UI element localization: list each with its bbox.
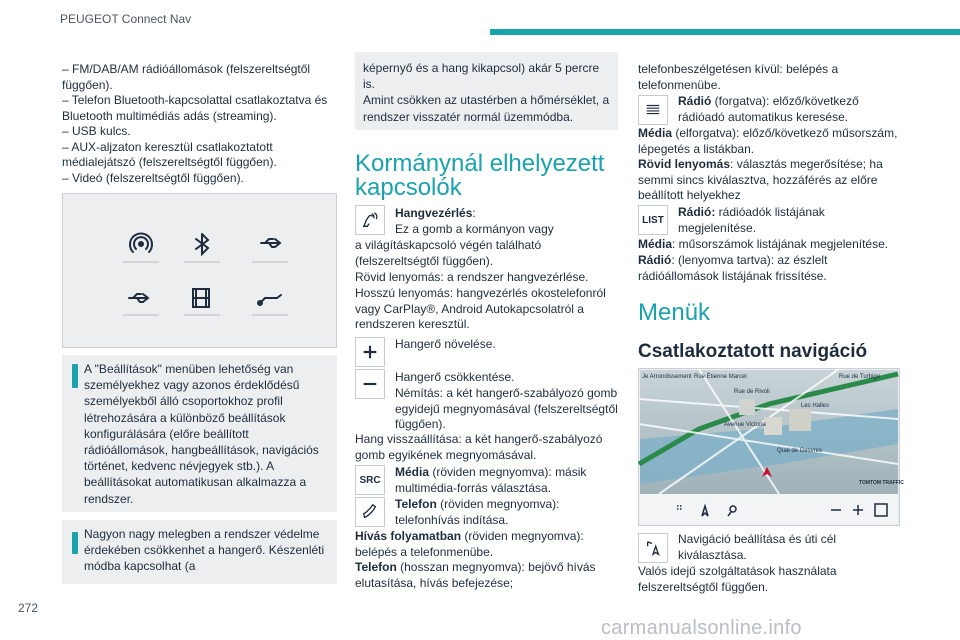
list-item: – Telefon Bluetooth-kapcsolattal csatlakoztatva és Bluetooth multimédiás adás (streaming).	[62, 93, 328, 123]
source-icons-panel	[62, 193, 337, 348]
nav-screenshot	[638, 368, 904, 526]
note-text: A "Beállítások" menüben lehetőség van személyekhez vagy azonos érdeklődésű személyekből álló csoportokhoz profil létrehozására a különböző beállítások konfigurálására (előre beállított rádióállomások, hangbeállítások, navigációs történet, kedvenc névjegyek stb.). A beállításokat automatikusan alkalmazza a rendszer.	[84, 362, 319, 506]
warning-note-continued	[355, 52, 618, 130]
voice-line: Hosszú lenyomás: hangvezérlés okostelefonról vagy CarPlay®, Android Autokapcsolatról a rendszeren keresztül.	[355, 286, 606, 331]
usb-icon	[129, 294, 148, 302]
map-label: Avenue Victoria	[724, 422, 766, 428]
running-header: PEUGEOT Connect Nav	[60, 12, 192, 26]
watermark: carmanualsonline.info	[601, 617, 802, 639]
list-item: – FM/DAB/AM rádióállomások (felszereltségtől függően).	[62, 62, 311, 92]
navigation-icon	[638, 533, 668, 563]
map-label: TOMTOM TRAFFIC	[859, 480, 904, 486]
voice-title: Hangvezérlés:	[395, 206, 476, 220]
list-item: – AUX-aljzaton keresztül csatlakoztatott médialejátszó (felszereltségtől függően).	[62, 139, 277, 169]
header-accent-bar	[490, 29, 960, 35]
bluetooth-icon	[196, 234, 208, 254]
warning-note	[62, 520, 337, 584]
section-heading: Kormánynál elhelyezett kapcsolók	[355, 150, 605, 201]
short-press-text: Rövid lenyomás: választás megerősítése; ha semmi sincs kiválasztva, hozzáférés az előre beállított helyekhez	[638, 157, 883, 202]
phone-text: Telefon (röviden megnyomva): telefonhívás indítása.	[395, 497, 560, 527]
aux-icon	[258, 295, 281, 305]
list-button-icon: LIST	[638, 205, 668, 235]
phone-icon	[355, 497, 385, 527]
plus-icon	[355, 337, 385, 367]
volume-down-line: Hangerő csökkentése.	[395, 370, 515, 384]
list-item: – USB kulcs.	[62, 124, 131, 138]
phone-long-text: Telefon (hosszan megnyomva): bejövő hívás elutasítása, hívás befejezése;	[355, 560, 596, 590]
page-number: 272	[18, 601, 39, 615]
src-button-icon: SRC	[355, 465, 385, 495]
media-text: Média (elforgatva): előző/következő műsorszám, lépegetés a listákban.	[638, 126, 898, 156]
note-text: Nagyon nagy melegben a rendszer védelme érdekében csökkenhet a hangerő. Készenléti módba kapcsolhat (a	[84, 527, 325, 574]
voice-line: Rövid lenyomás: a rendszer hangvezérlése.	[355, 270, 589, 284]
radio-icon	[130, 233, 152, 252]
list-item: – Videó (felszereltségtől függően).	[62, 170, 244, 185]
voice-line: Ez a gomb a kormányon vagy	[395, 222, 554, 236]
volume-down-line: Hang visszaállítása: a két hangerő-szabályozó gomb egyikének megnyomásával.	[355, 432, 603, 462]
map-label: Les Halles	[801, 403, 830, 409]
thumbwheel-icon	[638, 95, 668, 125]
media-list-text: Média: műsorszámok listájának megjelenítése.	[638, 237, 889, 251]
voice-line: a világításkapcsoló végén található (felszereltségtől függően).	[355, 238, 542, 268]
map-label: Je Arrondissement	[642, 374, 692, 380]
map-label: Rue de Turbigo	[839, 374, 881, 380]
radio-refresh-text: Rádió: (lenyomva tartva): az észlelt rádióállomások listájának frissítése.	[638, 253, 828, 283]
video-icon	[193, 289, 209, 307]
connected-nav-heading: Csatlakoztatott navigáció	[638, 341, 868, 362]
menus-heading: Menük	[638, 299, 711, 326]
radio-text: Rádió (forgatva): előző/következő rádióadó automatikus keresése.	[678, 94, 859, 124]
volume-down-line: Némítás: a két hangerő-szabályozó gomb egyidejű megnyomásával (felszereltségtől függően).	[395, 386, 618, 431]
minus-icon	[355, 369, 385, 399]
media-text: Média (röviden megnyomva): másik multimédia-forrás választása.	[395, 465, 587, 495]
volume-up-text: Hangerő növelése.	[395, 337, 496, 351]
radio-list-text: Rádió: rádióadók listájának megjelenítése.	[678, 205, 825, 235]
nav-note: Valós idejű szolgáltatások használata felszereltségtől függően.	[638, 564, 837, 594]
info-note	[62, 355, 337, 512]
nav-description: Navigáció beállítása és úti cél kiválasztása.	[678, 532, 837, 562]
voice-button-icon	[355, 205, 385, 235]
call-text: Hívás folyamatban (röviden megnyomva): belépés a telefonmenübe.	[355, 529, 584, 559]
note-text: képernyő és a hang kikapcsol) akár 5 percre is. Amint csökken az utastérben a hőmérséklet, a rendszer visszatér normál üzemmódba.	[363, 61, 610, 124]
phone-continued: telefonbeszélgetésen kívül: belépés a telefonmenübe.	[638, 62, 839, 92]
map-label: Rue de Rivoli	[734, 389, 770, 395]
map-label: Rue Étienne Marcel	[694, 374, 747, 380]
map-label: Quai de Gesvres	[777, 448, 823, 454]
usb-icon	[261, 239, 280, 247]
